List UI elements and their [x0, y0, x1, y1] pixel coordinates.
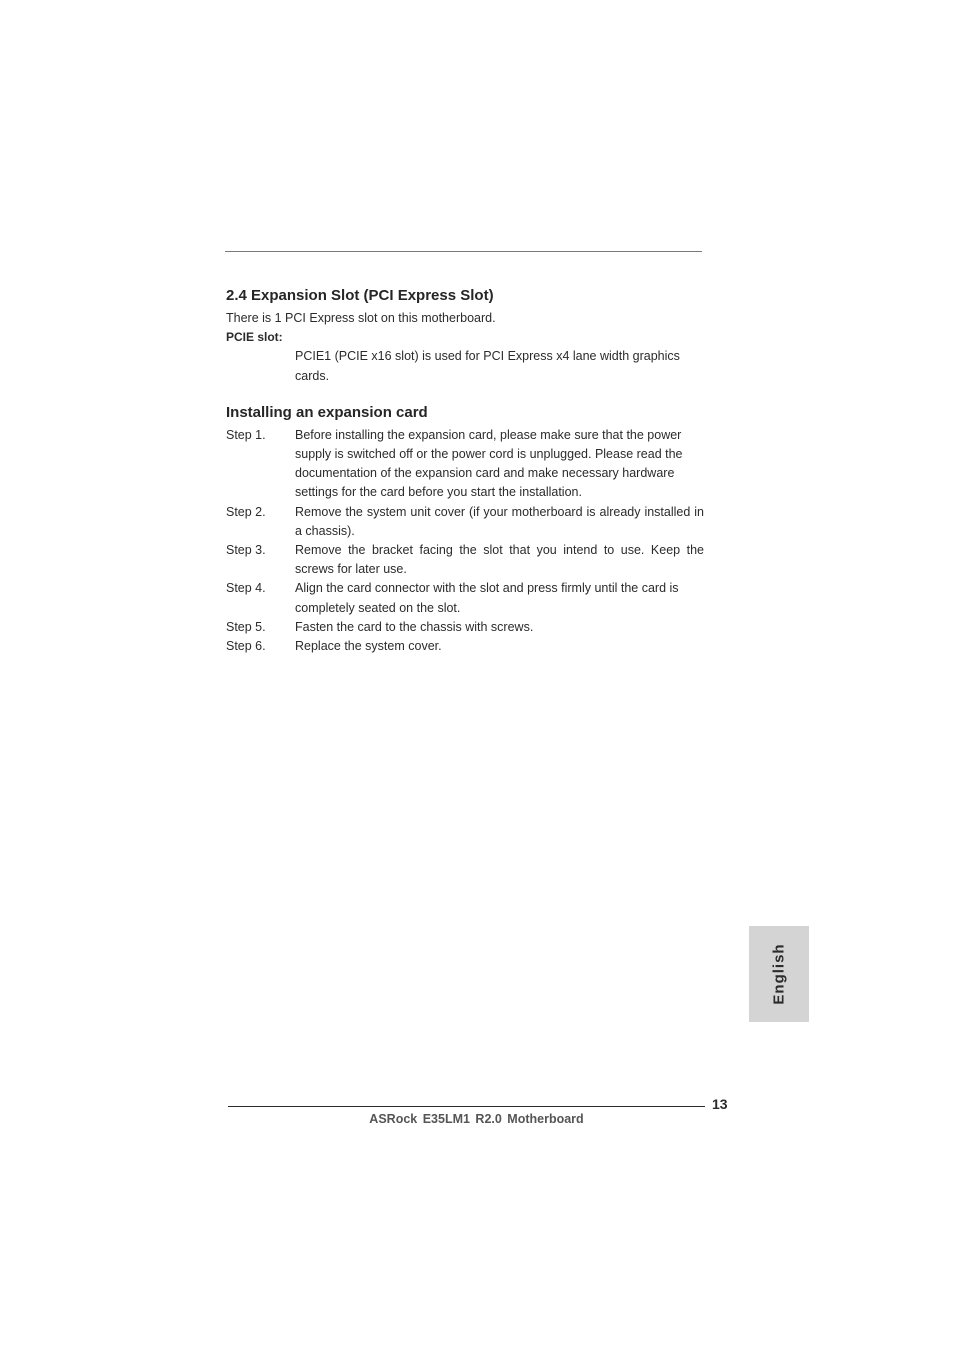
section-intro: There is 1 PCI Express slot on this motherboard. — [226, 311, 496, 325]
step-item-5 — [226, 618, 704, 637]
footer-caption: ASRock E35LM1 R2.0 Motherboard — [369, 1112, 584, 1126]
pcie-desc-line-2: cards. — [295, 368, 330, 383]
page-content — [226, 285, 704, 656]
step-item-2 — [226, 503, 704, 541]
step-item-4 — [226, 579, 704, 617]
step-text: Remove the system unit cover (if your motherboard is already installed in a chassis). — [295, 504, 704, 538]
step-label: Step 1. — [226, 427, 266, 442]
step-text: Align the card connector with the slot and press firmly until the card is completely seated on the slot. — [295, 581, 679, 615]
section-heading: 2.4 Expansion Slot (PCI Express Slot) — [226, 287, 494, 304]
step-label: Step 5. — [226, 619, 266, 634]
step-label: Step 3. — [226, 543, 266, 558]
step-label: Step 6. — [226, 639, 266, 654]
language-tab-label: English — [770, 943, 788, 1005]
step-text: Before installing the expansion card, please make sure that the power supply is switched off or the power cord is unplugged. Please read the documentation of the expansion card and make necessary hardware settings for the card before you start the installation. — [295, 427, 683, 500]
step-item-1 — [226, 426, 704, 503]
language-side-tab — [749, 926, 809, 1022]
pcie-slot-description — [295, 347, 704, 385]
step-text: Replace the system cover. — [295, 639, 442, 654]
step-text: Remove the bracket facing the slot that you intend to use. Keep the screws for later use. — [295, 543, 704, 577]
installation-steps — [226, 426, 704, 656]
step-text: Fasten the card to the chassis with screws. — [295, 619, 534, 634]
step-label: Step 4. — [226, 581, 266, 596]
pcie-desc-line-1: PCIE1 (PCIE x16 slot) is used for PCI Express x4 lane width graphics — [295, 349, 680, 364]
step-item-3 — [226, 541, 704, 579]
page-number: 13 — [712, 1096, 728, 1112]
footer-divider — [228, 1106, 705, 1107]
step-label: Step 2. — [226, 504, 266, 519]
top-divider — [225, 251, 702, 252]
pcie-slot-label: PCIE slot: — [226, 330, 283, 345]
installing-heading: Installing an expansion card — [226, 403, 428, 421]
step-item-6 — [226, 637, 704, 656]
